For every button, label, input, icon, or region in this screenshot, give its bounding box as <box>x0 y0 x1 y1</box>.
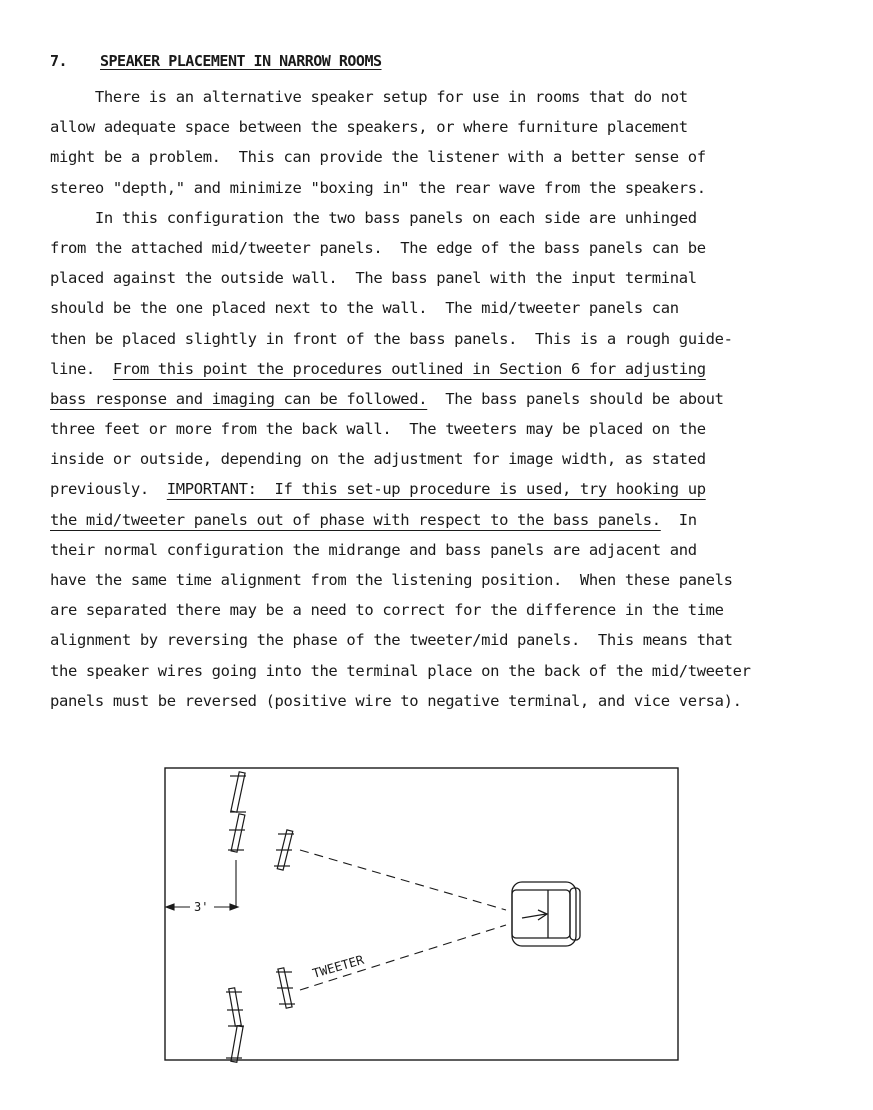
text-span: The bass panels should be about <box>427 389 724 408</box>
text-line: then be placed slightly in front of the bass panels. This is a rough guide- <box>50 329 733 348</box>
text-line: stereo "depth," and minimize "boxing in" the rear wave from the speakers. <box>50 178 706 197</box>
text-line: have the same time alignment from the listening position. When these panels <box>50 571 733 589</box>
text-line <box>50 474 850 504</box>
text-line: inside or outside, depending on the adjustment for image width, as stated <box>50 450 706 469</box>
text-span: In <box>660 510 697 529</box>
text-line: alignment by reversing the phase of the tweeter/mid panels. This means that <box>50 631 733 650</box>
text-line <box>50 384 850 414</box>
text-line: three feet or more from the back wall. The tweeters may be placed on the <box>50 420 706 439</box>
text-line: There is an alternative speaker setup for use in rooms that do not <box>50 88 688 106</box>
tweeter-label: TWEETER <box>310 951 366 981</box>
text-line: might be a problem. This can provide the listener with a better sense of <box>50 148 706 167</box>
body-text <box>50 82 850 716</box>
listener-chair <box>512 882 580 946</box>
speaker-placement-diagram <box>150 760 690 1070</box>
text-line: allow adequate space between the speakers, or where furniture placement <box>50 118 688 137</box>
text-line <box>50 505 850 535</box>
text-line: are separated there may be a need to correct for the difference in the time <box>50 601 724 620</box>
bass-panels-lower <box>226 988 244 1062</box>
underlined-text: the mid/tweeter panels out of phase with respect to the bass panels. <box>50 510 661 529</box>
text-line: panels must be reversed (positive wire to negative terminal, and vice versa). <box>50 691 742 710</box>
text-span: previously. <box>50 480 167 499</box>
mid-tweeter-panel-lower <box>276 968 295 1008</box>
underlined-text: From this point the procedures outlined in Section 6 for adjusting <box>112 359 706 378</box>
text-line: should be the one placed next to the wall. The mid/tweeter panels can <box>50 299 679 318</box>
text-line <box>50 354 850 384</box>
text-line: the speaker wires going into the terminal place on the back of the mid/tweeter <box>50 661 751 680</box>
text-line: their normal configuration the midrange and bass panels are adjacent and <box>50 540 697 559</box>
mid-tweeter-panel-upper <box>274 830 294 870</box>
section-number: 7. <box>50 52 68 70</box>
text-line: placed against the outside wall. The bass panel with the input terminal <box>50 269 697 288</box>
distance-label: 3' <box>194 900 209 914</box>
text-span: line. <box>50 359 113 378</box>
text-line: In this configuration the two bass panels on each side are unhinged <box>50 208 697 227</box>
underlined-text: bass response and imaging can be followed. <box>50 389 428 408</box>
section-title: SPEAKER PLACEMENT IN NARROW ROOMS <box>100 52 382 70</box>
bass-panels-upper <box>228 772 246 852</box>
text-line: from the attached mid/tweeter panels. The edge of the bass panels can be <box>50 238 706 257</box>
underlined-text: IMPORTANT: If this set-up procedure is used, try hooking up <box>166 480 706 499</box>
section-heading <box>50 52 382 70</box>
